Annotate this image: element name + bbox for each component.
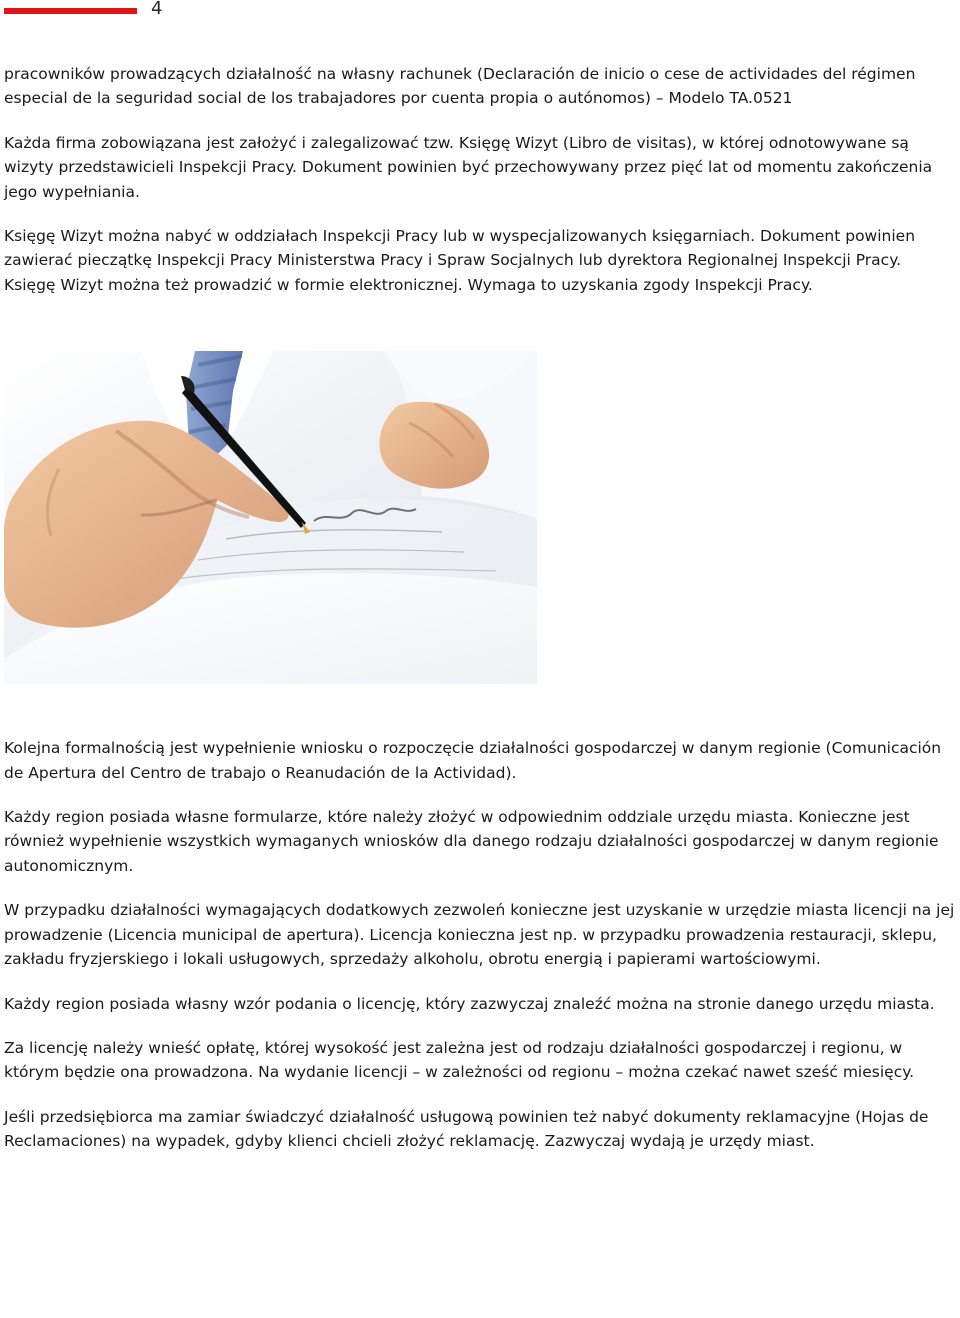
paragraph-registration-form: pracowników prowadzących działalność na własny rachunek (Declaración de inicio o cese de actividades del régimen especial de la seguridad social de los trabajadores por cuenta propia o autónomos) – Modelo TA.0521 [4, 65, 916, 108]
document-signing-image [4, 351, 537, 684]
paragraph-visit-book: Każda firma zobowiązana jest założyć i zalegalizować tzw. Księgę Wizyt (Libro de visitas), w której odnotowywane są wizyty przedstawicieli Inspekcji Pracy. Dokument powinien być przechowywany przez pięć lat od momentu zakończenia jego wypełniania. [4, 133, 933, 201]
document-body [4, 62, 956, 1174]
paragraph-license-fee: Za licencję należy wnieść opłatę, której wysokość jest zależna jest od rodzaju działalności gospodarczej i regionu, w którym będzie ona prowadzona. Na wydanie licencji – w zależności od regionu – można czekać nawet sześć miesięcy. [4, 1038, 915, 1082]
page-number: 4 [151, 0, 163, 19]
paragraph-regional-forms: Każdy region posiada własne formularze, które należy złożyć w odpowiednim oddziale urzędu miasta. Konieczne jest również wypełnienie wszystkich wymaganych wniosków dla danego rodzaju działalności gospodarczej w danym regionie autonomicznym. [4, 808, 939, 875]
signing-document-photo-icon [4, 351, 537, 684]
header-accent-bar [4, 8, 137, 14]
paragraph-complaint-forms: Jeśli przedsiębiorca ma zamiar świadczyć działalność usługową powinien też nabyć dokumenty reklamacyjne (Hojas de Reclamaciones) na wypadek, gdyby klienci chcieli złożyć reklamację. Zazwyczaj wydają je urzędy miast. [4, 1107, 929, 1151]
paragraph-license-application-form: Każdy region posiada własny wzór podania o licencję, który zazwyczaj znaleźć można na stronie danego urzędu miasta. [4, 994, 935, 1013]
paragraph-municipal-license: W przypadku działalności wymagających dodatkowych zezwoleń konieczne jest uzyskanie w urzędzie miasta licencji na jej prowadzenie (Licencia municipal de apertura). Licencja konieczna jest np. w przypadku prowadzenia restauracji, sklepu, zakładu fryzjerskiego i lokali usługowych, sprzedaży alkoholu, obrotu energią i papierami wartościowymi. [4, 901, 955, 969]
paragraph-business-start-application: Kolejna formalnością jest wypełnienie wniosku o rozpoczęcie działalności gospodarczej w danym regionie (Comunicación de Apertura del Centro de trabajo o Reanudación de la Actividad). [4, 739, 942, 782]
paragraph-visit-book-purchase: Księgę Wizyt można nabyć w oddziałach Inspekcji Pracy lub w wyspecjalizowanych księgarniach. Dokument powinien zawierać pieczątkę Inspekcji Pracy Ministerstwa Pracy i Spraw Socjalnych lub dyrektora Regionalnej Inspekcji Pracy. Księgę Wizyt można też prowadzić w formie elektronicznej. Wymaga to uzyskania zgody Inspekcji Pracy. [4, 227, 916, 294]
page-header [0, 0, 960, 20]
